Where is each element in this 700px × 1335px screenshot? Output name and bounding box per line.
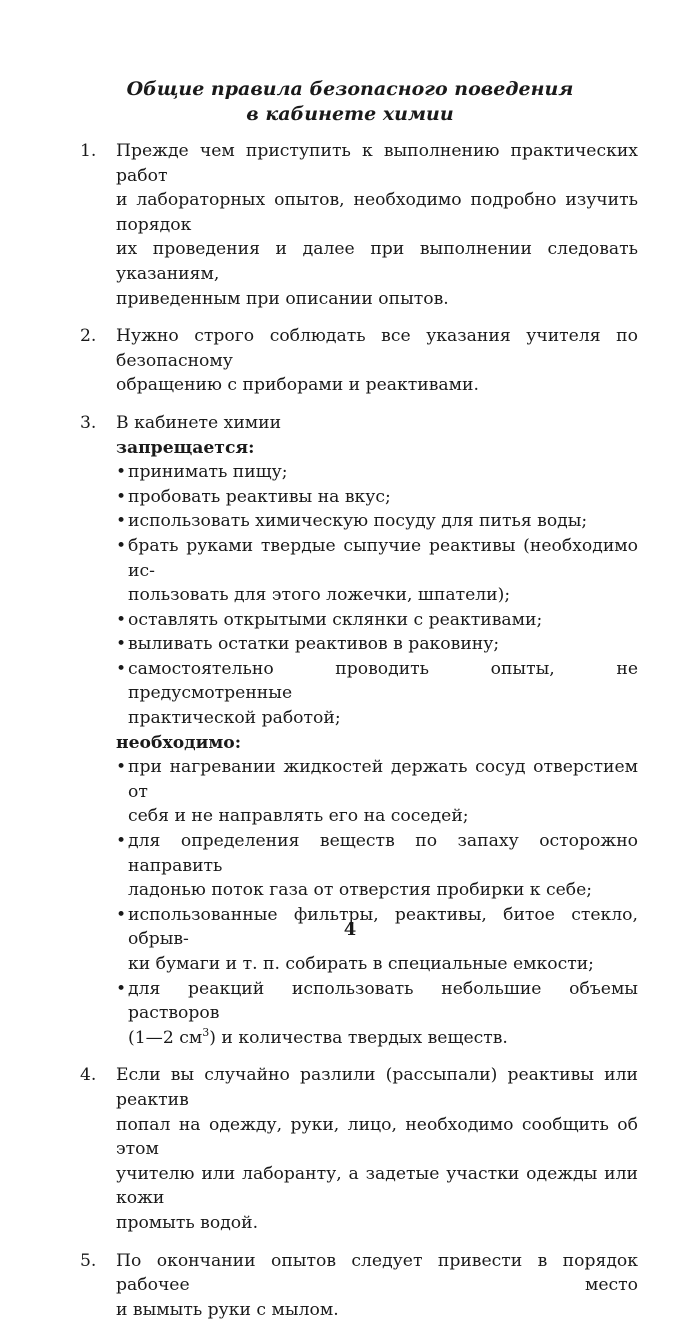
rule-number: 2. — [80, 326, 97, 347]
rule-text-line: попал на одежду, руки, лицо, необходимо сообщить об этом — [116, 1114, 638, 1160]
bullet-text-line: для определения веществ по запаху осторожно направить — [128, 831, 638, 876]
bullet-icon: • — [116, 511, 127, 532]
bullet-text-line: ладонью поток газа от отверстия пробирки к себе; — [128, 880, 593, 901]
bullet-icon: • — [116, 486, 127, 507]
volume-text-tail: ) и количества твердых веществ. — [209, 1027, 508, 1048]
rule-number: 5. — [80, 1250, 97, 1271]
rule-text-line: промыть водой. — [116, 1212, 259, 1233]
bullet-text-line: пробовать реактивы на вкус; — [128, 486, 391, 507]
rule-text-line: По окончании опытов следует привести в порядок рабочее место — [116, 1250, 638, 1296]
rule-text-line: учителю или лаборанту, а задетые участки одежды или кожи — [116, 1163, 638, 1209]
bullet-text-line: для реакций использовать небольшие объемы растворов — [128, 978, 638, 1024]
rule-text-line: приведенным при описании опытов. — [116, 288, 449, 309]
bullet-icon: • — [116, 658, 127, 679]
forbidden-heading: запрещается: — [116, 437, 255, 458]
title-line-1: Общие правила безопасного поведения — [126, 78, 574, 100]
bullet-text-line: брать руками твердые сыпучие реактивы (необходимо ис- — [128, 535, 638, 581]
bullet-icon: • — [116, 757, 127, 778]
bullet-text-line: практической работой; — [128, 708, 341, 729]
rule-intro: В кабинете химии — [116, 412, 282, 433]
bullet-icon: • — [116, 462, 127, 483]
bullet-text-line: самостоятельно проводить опыты, не предусмотренные — [128, 658, 638, 704]
bullet-text-line: выливать остатки реактивов в раковину; — [128, 634, 500, 655]
bullet-text-line: себя и не направлять его на соседей; — [128, 806, 469, 827]
page-title — [0, 77, 700, 127]
rule-text-line: Прежде чем приступить к выполнению практических работ — [116, 141, 638, 186]
required-item — [116, 755, 638, 829]
bullet-icon: • — [116, 634, 127, 655]
rule-5 — [80, 1249, 638, 1323]
bullet-text-line: при нагревании жидкостей держать сосуд отверстием от — [128, 757, 638, 802]
bullet-icon: • — [116, 831, 127, 852]
rule-3 — [80, 411, 638, 1050]
bullet-text-line: ки бумаги и т. п. собирать в специальные емкости; — [128, 954, 594, 974]
rules-list — [80, 139, 638, 1335]
forbidden-item — [116, 608, 638, 633]
bullet-icon: • — [116, 535, 127, 556]
rule-1 — [80, 139, 638, 311]
volume-text: (1—2 см — [128, 1027, 203, 1048]
bullet-text-line: использованные фильтры, реактивы, битое стекло, обрыв- — [128, 904, 638, 950]
title-line-2: в кабинете химии — [246, 103, 454, 125]
bullet-text-line: принимать пищу; — [128, 462, 288, 483]
bullet-icon: • — [116, 609, 127, 630]
rule-number: 4. — [80, 1065, 97, 1086]
bullet-text-line: пользовать для этого ложечки, шпатели); — [128, 585, 511, 606]
required-item — [116, 977, 638, 1051]
required-item — [116, 829, 638, 903]
forbidden-item — [116, 632, 638, 657]
rule-text-line: и вымыть руки с мылом. — [116, 1299, 339, 1320]
forbidden-item — [116, 657, 638, 731]
rule-text-line: Если вы случайно разлили (рассыпали) реактивы или реактив — [116, 1065, 638, 1110]
required-heading: необходимо: — [116, 732, 242, 753]
rule-2 — [80, 324, 638, 398]
rule-number: 3. — [80, 412, 97, 433]
forbidden-item — [116, 534, 638, 608]
page-number: 4 — [343, 919, 357, 940]
rule-number: 1. — [80, 141, 97, 161]
forbidden-item — [116, 485, 638, 510]
rule-text-line: обращению с приборами и реактивами. — [116, 375, 479, 396]
bullet-text-line: оставлять открытыми склянки с реактивами; — [128, 609, 543, 630]
rule-4 — [80, 1063, 638, 1235]
bullet-text-line-with-superscript — [128, 1026, 638, 1051]
cubic-superscript: 3 — [202, 1025, 210, 1039]
rule-text-line: и лабораторных опытов, необходимо подробно изучить порядок — [116, 190, 638, 235]
forbidden-item — [116, 509, 638, 534]
bullet-text-line: использовать химическую посуду для питья воды; — [128, 511, 588, 532]
bullet-icon: • — [116, 904, 127, 925]
bullet-icon: • — [116, 978, 127, 999]
rule-text-line: Нужно строго соблюдать все указания учителя по безопасному — [116, 326, 638, 371]
forbidden-item — [116, 460, 638, 485]
rule-text-line: их проведения и далее при выполнении следовать указаниям, — [116, 239, 638, 284]
